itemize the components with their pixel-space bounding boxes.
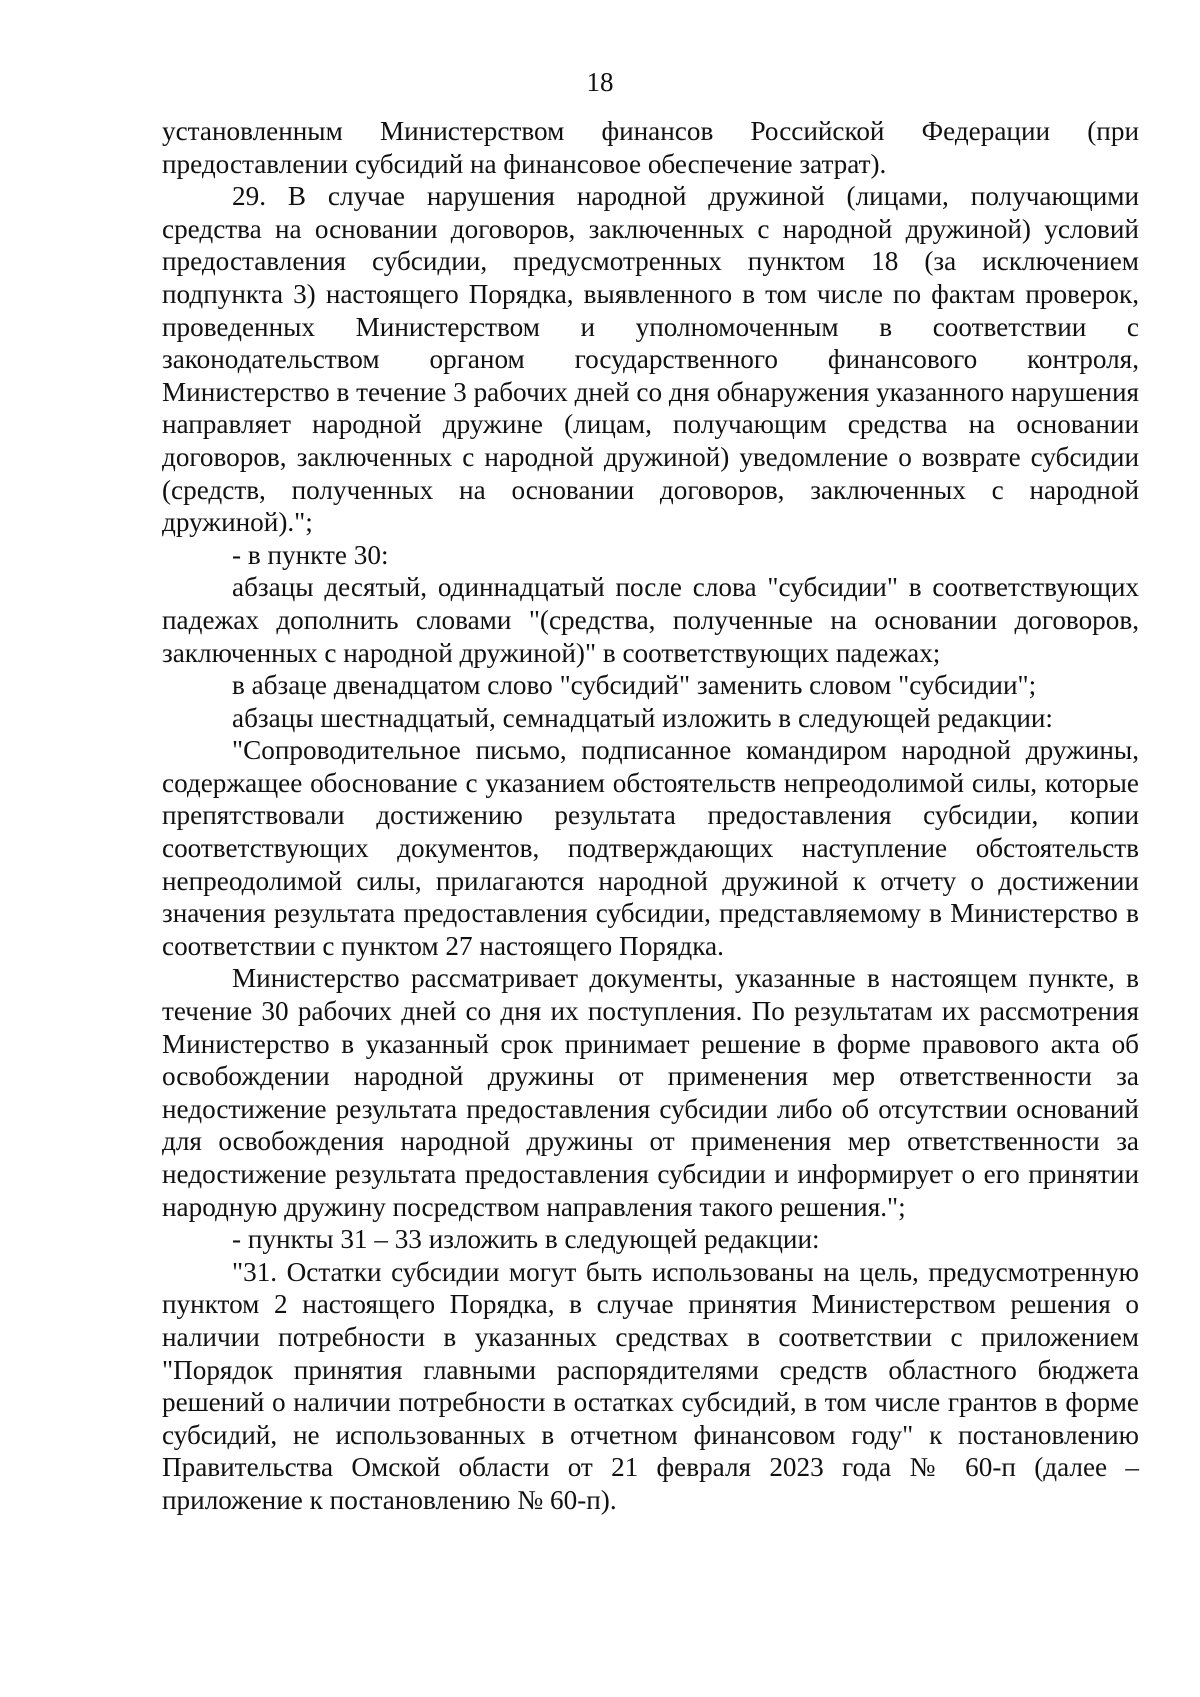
paragraph-amend-16-17: абзацы шестнадцатый, семнадцатый изложить в следующей редакции: — [232, 702, 1053, 733]
document-body — [162, 115, 1139, 1517]
paragraph-clause-29: 29. В случае нарушения народной дружиной (лицами, получающими средства на основании договоров, заключенных с народной дружиной) условий предоставления субсидии, предусмотренных пунктом 18 (за исключением подпункта 3) настоящего Порядка, выявленного в том числе по фактам проверок, проведенных Министерством и уполномоченным в соответствии с законодательством органом государственного финансового контроля, Министерство в течение 3 рабочих дней со дня обнаружения указанного нарушения направляет народной дружине (лицам, получающим средства на основании договоров, заключенных с народной дружиной) уведомление о возврате субсидии (средств, полученных на основании договоров, заключенных с народной дружиной)."; — [162, 181, 1139, 538]
paragraph-item-30: - в пункте 30: — [232, 539, 389, 570]
paragraph-items-31-33: - пункты 31 – 33 изложить в следующей редакции: — [232, 1224, 820, 1255]
page-number: 18 — [586, 67, 614, 97]
paragraph-amend-10-11: абзацы десятый, одиннадцатый после слова "субсидии" в соответствующих падежах дополнить словами "(средства, полученные на основании договоров, заключенных с народной дружиной)" в соответствующих падежах; — [162, 572, 1139, 668]
paragraph-ministry-review: Министерство рассматривает документы, указанные в настоящем пункте, в течение 30 рабочих дней со дня их поступления. По результатам их рассмотрения Министерство в указанный срок принимает решение в форме правового акта об освобождении народной дружины от применения мер ответственности за недостижение результата предоставления субсидии либо об отсутствии оснований для освобождения народной дружины от применения мер ответственности за недостижение результата предоставления субсидии и информирует о его принятии народную дружину посредством направления такого решения."; — [162, 963, 1139, 1222]
paragraph-clause-31: "31. Остатки субсидии могут быть использованы на цель, предусмотренную пунктом 2 настоящего Порядка, в случае принятия Министерством решения о наличии потребности в указанных средствах в соответствии с приложением "Порядок принятия главными распорядителями средств областного бюджета решений о наличии потребности в остатках субсидий, в том числе грантов в форме субсидий, не использованных в отчетном финансовом году" к постановлению Правительства Омской области от 21 февраля 2023 года № 60-п (далее – приложение к постановлению № 60-п). — [162, 1256, 1139, 1515]
paragraph-cover-letter: "Сопроводительное письмо, подписанное командиром народной дружины, содержащее обоснование с указанием обстоятельств непреодолимой силы, которые препятствовали достижению результата предоставления субсидии, копии соответствующих документов, подтверждающих наступление обстоятельств непреодолимой силы, прилагаются народной дружиной к отчету о достижении значения результата предоставления субсидии, представляемому в Министерство в соответствии с пунктом 27 настоящего Порядка. — [162, 735, 1139, 961]
paragraph-amend-12: в абзаце двенадцатом слово "субсидий" заменить словом "субсидии"; — [232, 670, 1037, 701]
paragraph-continuation: установленным Министерством финансов Российской Федерации (при предоставлении субсидий на финансовое обеспечение затрат). — [162, 116, 1139, 179]
